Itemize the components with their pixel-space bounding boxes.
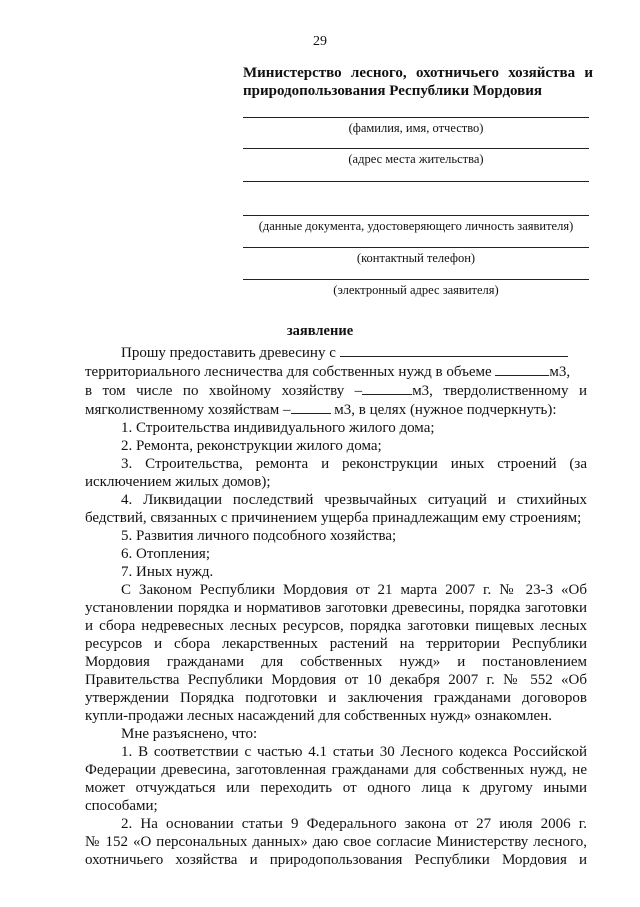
phone-field — [243, 247, 589, 266]
law-line: ресурсов и сбора лекарственных растений на территории Республики — [85, 636, 587, 652]
law-line: С Законом Республики Мордовия от 21 марта 2007 г. № 23-З «Об — [121, 582, 587, 598]
law-line: купли-продажи лесных насаждений для собственных нужд» ознакомлен. — [85, 708, 552, 724]
email-caption: (электронный адрес заявителя) — [333, 283, 499, 297]
body-line: в том числе по хвойному хозяйству – м3, твердолиственному и — [85, 383, 587, 399]
explanation-line: охотничьего хозяйства и природопользования Республики Мордовия и — [85, 852, 587, 868]
page-number: 29 — [313, 34, 327, 49]
document-caption: (данные документа, удостоверяющего личность заявителя) — [258, 219, 574, 233]
volume-blank — [495, 362, 549, 376]
forestry-blank — [340, 343, 568, 357]
explanation-line: 2. На основании статьи 9 Федерального закона от 27 июля 2006 г. — [121, 816, 587, 832]
explanation-line: № 152 «О персональных данных» даю свое согласие Министерству лесного, — [85, 834, 587, 850]
law-line: утверждении Порядка подготовки и заключения гражданами договоров — [85, 690, 587, 706]
email-line — [243, 279, 589, 280]
list-item: 3. Строительства, ремонта и реконструкции иных строений (за — [121, 456, 587, 472]
address-line — [243, 148, 589, 149]
fio-field — [243, 117, 589, 136]
email-field — [243, 279, 589, 298]
list-item-cont: бедствий, связанных с причинением ущерба принадлежащим ему строениям; — [85, 510, 582, 526]
phone-line — [243, 247, 589, 248]
body-line: территориального лесничества для собственных нужд в объеме м3, — [85, 364, 571, 380]
document-heading: заявление — [286, 323, 354, 339]
softwood-blank — [291, 400, 331, 414]
document-field — [243, 215, 589, 234]
document-line — [243, 215, 589, 216]
addressee-line-2: природопользования Республики Мордовия — [243, 83, 543, 99]
list-item: 2. Ремонта, реконструкции жилого дома; — [121, 438, 382, 454]
law-line: Мордовия гражданами для собственных нужд» и постановлением — [85, 654, 587, 670]
body-line: Прошу предоставить древесину с — [85, 343, 587, 362]
list-item: 7. Иных нужд. — [121, 564, 214, 580]
addressee-block — [243, 64, 593, 100]
fio-line — [243, 117, 589, 118]
list-item: 6. Отопления; — [121, 546, 210, 562]
law-line: и сбора недревесных лесных ресурсов, порядка заготовки пищевых лесных — [85, 618, 587, 634]
addressee-line-1: Министерство лесного, охотничьего хозяйства и — [243, 65, 593, 81]
list-item: 5. Развития личного подсобного хозяйства; — [121, 528, 397, 544]
explanation-intro: Мне разъяснено, что: — [121, 726, 258, 742]
explanation-line: 1. В соответствии с частью 4.1 статьи 30 Лесного кодекса Российской — [121, 744, 587, 760]
application-body — [85, 343, 587, 869]
explanation-line: может отчуждаться или переходить от одного лица к другому иными — [85, 780, 587, 796]
address-caption: (адрес места жительства) — [348, 152, 484, 166]
list-item: 1. Строительства индивидуального жилого дома; — [121, 420, 435, 436]
fio-caption: (фамилия, имя, отчество) — [348, 121, 484, 135]
coniferous-blank — [362, 381, 412, 395]
explanation-line: способами; — [85, 798, 158, 814]
address-line-2 — [243, 181, 589, 182]
body-line: мягколиственному хозяйствам – м3, в целях (нужное подчеркнуть): — [85, 402, 557, 418]
address-field — [243, 148, 589, 167]
phone-caption: (контактный телефон) — [356, 251, 476, 265]
law-line: установлении порядка и нормативов заготовки древесины, порядка заготовки — [85, 600, 587, 616]
list-item-cont: исключением жилых домов); — [85, 474, 271, 490]
explanation-line: Федерации древесина, заготовленная гражданами для собственных нужд, не — [85, 762, 587, 778]
law-line: Правительства Республики Мордовия от 10 декабря 2007 г. № 552 «Об — [85, 672, 587, 688]
list-item: 4. Ликвидации последствий чрезвычайных ситуаций и стихийных — [121, 492, 587, 508]
